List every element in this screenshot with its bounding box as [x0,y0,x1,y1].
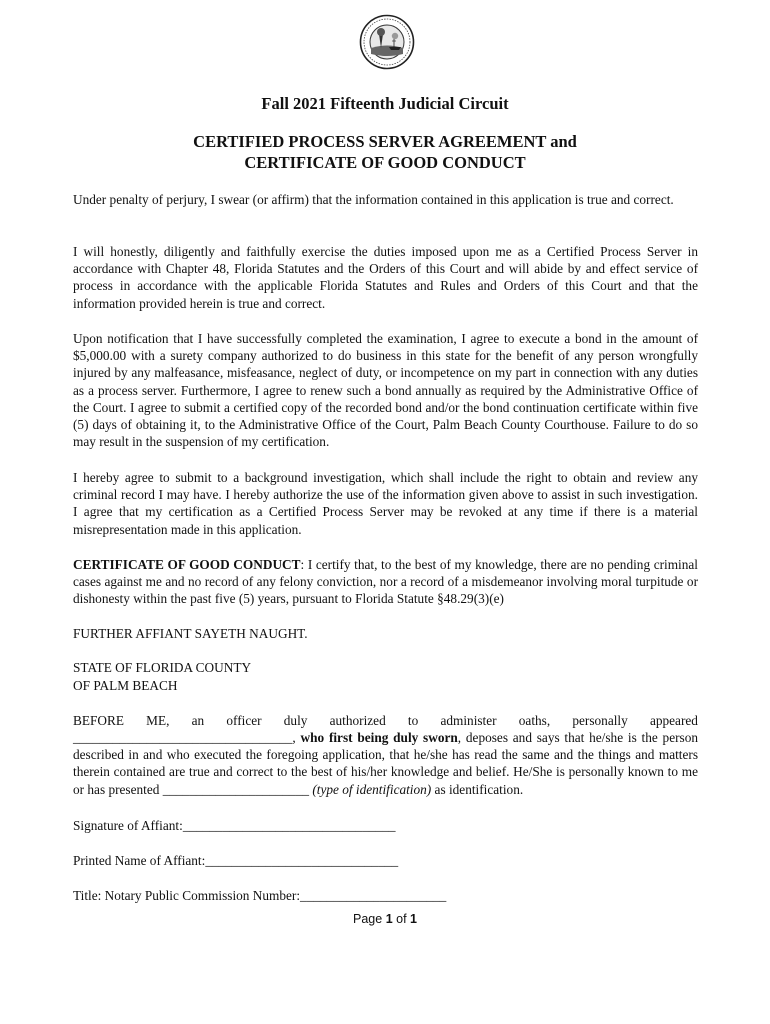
identification-blank[interactable]: ______________________ [162,781,309,797]
duties-paragraph: I will honestly, diligently and faithfully exercise the duties imposed upon me as a Certified Process Server in accordance with Chapter 48, Florida Statutes and the Orders of this Court and will abide by and effect service of process in accordance with the applicable Florida Statutes and Rules and Orders of this Court and that the information provided herein is true and correct. [73,244,698,311]
printed-name-label: Printed Name of Affiant: [73,853,206,868]
sworn-rest-text: , deposes and says that he/she is the person described in and who executed the foregoing application, that he/she has read the same and the things and matters therein contained are true and correct to the best of his/her knowledge and belief. He/She is personally known to me or has presented [73,730,698,797]
notary-row [73,887,446,904]
page-prefix: Page [353,912,386,926]
before-word: ME, [146,713,170,728]
duly-sworn-text: who first being duly sworn [300,730,458,745]
before-word: authorized [329,713,386,728]
comma-text: , [292,730,301,745]
florida-state-seal-icon [359,14,415,70]
page-total: 1 [410,912,417,926]
page-title: Fall 2021 Fifteenth Judicial Circuit [261,94,509,113]
appeared-name-blank[interactable]: _________________________________ [73,730,293,745]
sworn-paragraph [73,729,698,798]
signature-field[interactable]: ________________________________ [182,818,396,833]
before-word: an [191,713,205,728]
printed-name-field[interactable]: _____________________________ [205,853,399,868]
page-number [0,912,770,926]
good-conduct-paragraph [73,556,698,608]
document-heading-line1: CERTIFIED PROCESS SERVER AGREEMENT and [193,132,577,151]
signature-row [73,817,396,834]
before-word: appeared [649,713,698,728]
identification-tail: as identification. [431,781,524,797]
before-word: BEFORE [73,713,124,728]
identification-type-label: (type of identification) [312,781,432,797]
before-word: administer [440,713,497,728]
bond-paragraph: Upon notification that I have successfully completed the examination, I agree to execute a bond in the amount of $5,000.00 with a surety company authorized to do business in this state for the benefit of any person wrongfully injured by any malfeasance, misfeasance, neglect of duty, or incompetence on my part in connection with any duties as a process server. Furthermore, I agree to renew such a bond annually as required by the Administrative Office of the Court. I agree to submit a certified copy of the recorded bond and/or the bond continuation certificate within five (5) days of obtaining it, to the Administrative Office of the Court, Palm Beach County Courthouse. Failure to do so may result in the suspension of my certification. [73,331,698,450]
before-word: duly [283,713,308,728]
before-me-line [73,712,698,729]
printed-name-row [73,852,398,869]
signature-label: Signature of Affiant: [73,818,183,833]
perjury-paragraph: Under penalty of perjury, I swear (or affirm) that the information contained in this application is true and correct. [73,192,674,207]
before-word: oaths, [518,713,551,728]
background-paragraph: I hereby agree to submit to a background investigation, which shall include the right to obtain and review any criminal record I may have. I hereby authorize the use of the information given above to assist in such investigation. I agree that my certification as a Certified Process Server may be revoked at any time if there is a material misrepresentation made in this application. [73,470,698,537]
before-word: to [407,713,419,728]
page-current: 1 [385,912,393,926]
good-conduct-text: : I certify that, to the best of my knowledge, there are no pending criminal cases against me and no record of any felony conviction, nor a record of a misdemeanor involving moral turpitude or dishonesty within the past five (5) years, pursuant to Florida Statute §48.29(3)(e) [73,557,699,607]
page-of: of [392,912,411,926]
before-word: officer [226,713,262,728]
state-line-1: STATE OF FLORIDA COUNTY [73,660,252,675]
state-line-2: OF PALM BEACH [73,678,178,693]
notary-commission-field[interactable]: ______________________ [300,888,447,903]
good-conduct-label: CERTIFICATE OF GOOD CONDUCT [73,557,301,572]
notary-commission-label: Title: Notary Public Commission Number: [73,888,301,903]
affiant-statement: FURTHER AFFIANT SAYETH NAUGHT. [73,626,308,641]
document-heading-line2: CERTIFICATE OF GOOD CONDUCT [244,153,526,172]
before-word: personally [572,713,628,728]
